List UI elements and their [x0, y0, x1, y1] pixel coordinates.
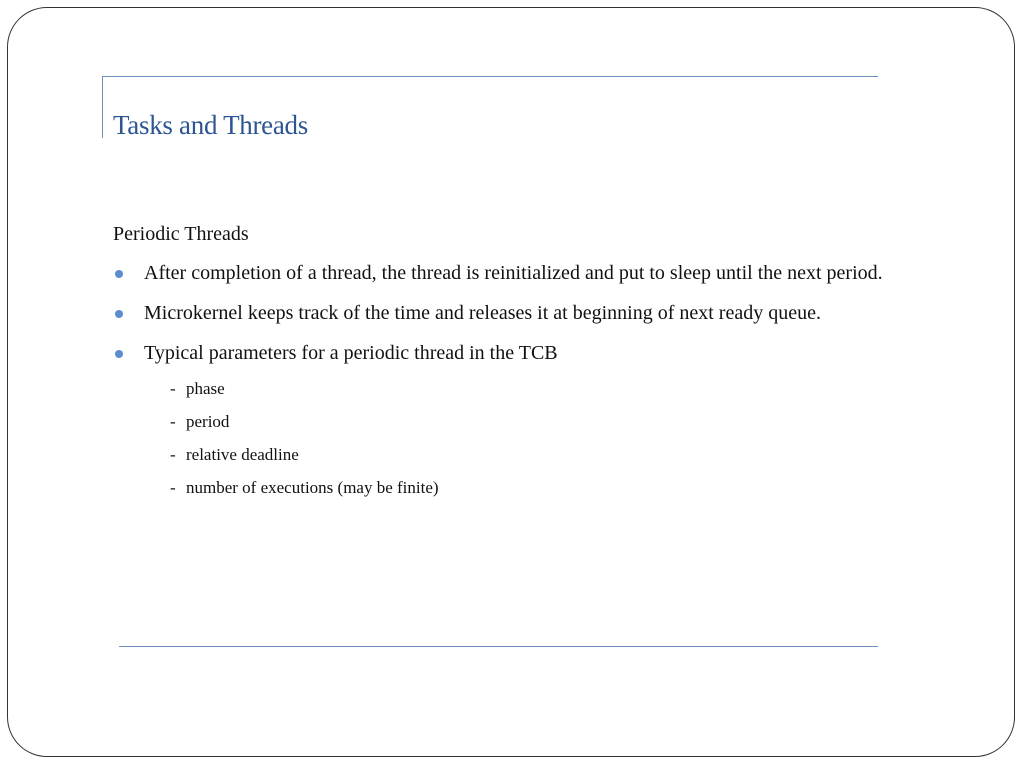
sub-item-text: phase [186, 379, 225, 398]
slide-content [113, 220, 943, 510]
sub-item-text: relative deadline [186, 445, 299, 464]
dash-marker: - [170, 412, 176, 431]
bullet-dot-icon [115, 310, 123, 318]
bullet-dot-icon [115, 270, 123, 278]
sub-item [113, 411, 943, 433]
bullet-item [113, 298, 943, 328]
bullet-text: Typical parameters for a periodic thread in the TCB [144, 342, 558, 364]
sub-list [113, 378, 943, 499]
dash-marker: - [170, 478, 176, 497]
sub-item [113, 378, 943, 400]
dash-marker: - [170, 379, 176, 398]
bullet-text: Microkernel keeps track of the time and releases it at beginning of next ready queue. [144, 302, 821, 324]
bullet-item [113, 258, 943, 288]
frame-bottom-line [119, 646, 878, 647]
bullet-item [113, 338, 943, 368]
dash-marker: - [170, 445, 176, 464]
sub-item-text: number of executions (may be finite) [186, 478, 439, 497]
sub-item [113, 444, 943, 466]
slide-title: Tasks and Threads [113, 110, 308, 140]
sub-item [113, 477, 943, 499]
bullet-dot-icon [115, 350, 123, 358]
frame-left-line [102, 76, 103, 138]
section-heading: Periodic Threads [113, 223, 249, 245]
bullet-list [113, 258, 943, 368]
frame-top-line [102, 76, 878, 77]
bullet-text: After completion of a thread, the thread is reinitialized and put to sleep until the next period. [144, 262, 883, 284]
sub-item-text: period [186, 412, 230, 431]
